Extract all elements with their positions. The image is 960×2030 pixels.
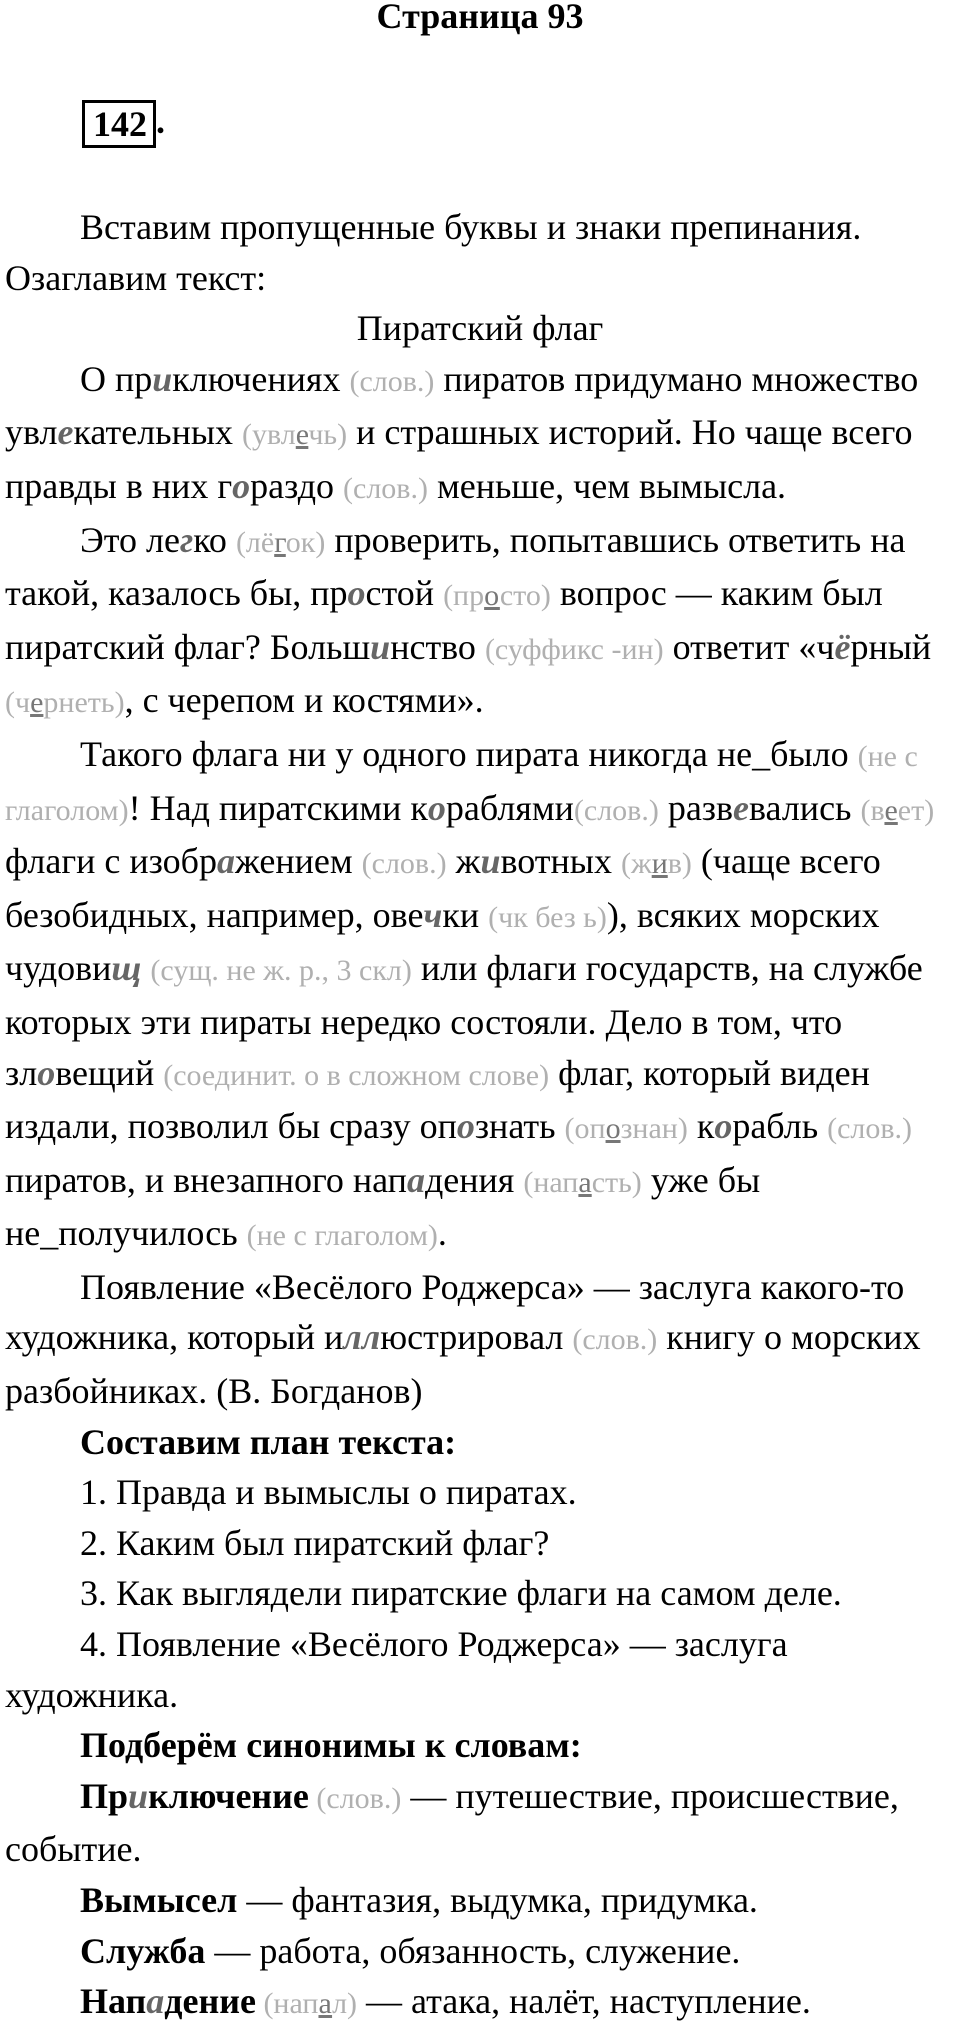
intro-paragraph: Вставим пропущенные буквы и знаки препинания. Озаглавим текст:	[5, 207, 862, 298]
rule-note: (слов.)	[827, 1112, 913, 1146]
text-fragment: или флаги государств, на службе которых эти пираты нередко состояли. Дело в том, что зл	[5, 948, 923, 1093]
inserted-letter: о	[347, 573, 366, 614]
inserted-letter: и	[370, 626, 391, 667]
rule-note: (слов.)	[349, 364, 435, 398]
rule-note: (чк без ь)	[488, 900, 607, 934]
rule-note: (не с глаголом)	[5, 739, 918, 827]
synonym-word: Служба	[80, 1930, 206, 1971]
rule-note: (веет)	[860, 793, 935, 827]
rule-note: (жив)	[620, 847, 692, 881]
inserted-letter: о	[232, 465, 251, 506]
rule-note: (соединит. о в сложном слове)	[163, 1058, 550, 1092]
synonym-list: — атака, налёт, наступление.	[357, 1981, 811, 2022]
text-fragment: ответит «ч	[663, 626, 835, 667]
text-fragment: к	[687, 1106, 715, 1147]
inserted-letter: и	[152, 358, 173, 399]
rule-note: (слов.)	[308, 1781, 402, 1815]
synonym-entry-2	[5, 1875, 955, 1926]
inserted-letter: ё	[834, 626, 851, 667]
rule-note: (напал)	[255, 1987, 358, 2021]
text-fragment: флаг, который виден издали, позволил бы сразу оп	[5, 1052, 870, 1147]
text-fragment: жением	[234, 841, 362, 882]
text-fragment: Появление «Весёлого Роджерса» — заслуга какого-то художника, который и	[5, 1266, 905, 1358]
inserted-letter: ч	[423, 894, 443, 935]
rule-note: (опознан)	[564, 1112, 688, 1146]
inserted-letter: о	[456, 1106, 475, 1147]
inserted-letter: а	[406, 1159, 425, 1200]
text-fragment: ко	[193, 519, 236, 560]
text-fragment: раздо	[250, 465, 344, 506]
text-fragment: ж	[446, 841, 481, 882]
text-fragment: вопрос — каким был пиратский флаг? Больш	[5, 573, 883, 667]
synonym-list: — фантазия, выдумка, придумка.	[237, 1880, 758, 1920]
plan-item-4: 4. Появление «Весёлого Роджерса» — заслуга художника.	[5, 1624, 788, 1715]
synonym-entry-4	[5, 1976, 955, 2030]
text-fragment: вотных	[500, 841, 621, 882]
text-fragment: рабль	[732, 1106, 828, 1147]
rule-note: (чернеть)	[5, 686, 125, 720]
rule-note: (слов.)	[573, 793, 659, 827]
text-fragment: , с черепом и костями».	[124, 680, 484, 721]
text-fragment: уже бы не_получилось	[5, 1159, 761, 1254]
text-fragment: дения	[424, 1159, 524, 1200]
text-fragment: ! Над пиратскими к	[128, 787, 428, 828]
inserted-letter: лл	[343, 1317, 381, 1358]
rule-note: (слов.)	[343, 471, 428, 505]
text-fragment: книгу о морских разбойниках. (В. Богданов)	[5, 1317, 921, 1412]
text-fragment: нство	[390, 626, 485, 667]
inserted-letter: о	[427, 787, 446, 828]
text-fragment: разв	[658, 787, 734, 828]
text-fragment: вещий	[55, 1052, 164, 1093]
synonym-entry-3	[5, 1926, 955, 1977]
text-fragment: Такого флага ни у одного пирата никогда не_было	[80, 733, 858, 774]
text-fragment: ), всяких морских чудови	[5, 894, 880, 989]
text-fragment: (чаще всего безобидных, например, ове	[5, 841, 881, 935]
text-fragment: стой	[365, 573, 444, 614]
inserted-letter: о	[37, 1052, 56, 1093]
text-fragment: раблями	[445, 787, 574, 828]
text-fragment: вались	[749, 787, 861, 828]
story-title: Пиратский флаг	[356, 308, 604, 349]
rule-note: (слов.)	[572, 1323, 658, 1357]
synonym-entry-1	[5, 1771, 955, 1875]
rule-note: (лёгок)	[235, 525, 326, 559]
text-fragment: и страшных историй. Но чаще всего правды в них г	[5, 412, 913, 506]
synonym-word: Вымысел	[80, 1880, 238, 1920]
task-number-dot: .	[156, 101, 165, 141]
inserted-letter: г	[179, 519, 194, 560]
story-paragraph-2	[5, 515, 955, 729]
story-paragraph-4	[5, 1262, 955, 1417]
synonyms-heading: Подберём синонимы к словам:	[80, 1725, 582, 1766]
plan-item-1: 1. Правда и вымыслы о пиратах.	[80, 1472, 577, 1513]
text-fragment: меньше, чем вымысла.	[427, 465, 787, 506]
rule-note: (слов.)	[361, 847, 447, 881]
inserted-letter: е	[57, 412, 74, 453]
text-fragment: знать	[474, 1106, 565, 1147]
text-fragment: юстрировал	[380, 1317, 573, 1358]
text-fragment: пиратов, и внезапного нап	[5, 1159, 407, 1200]
text-body	[5, 202, 955, 2030]
text-fragment: ки	[442, 894, 489, 935]
text-fragment: рный	[850, 626, 932, 667]
plan-heading: Составим план текста:	[80, 1421, 457, 1462]
synonym-list: — путешествие, происшествие, событие.	[5, 1775, 899, 1870]
synonym-word: Приключение	[80, 1775, 309, 1816]
text-fragment: .	[437, 1213, 447, 1254]
inserted-letter: о	[714, 1106, 733, 1147]
text-fragment: проверить, попытавшись ответить на такой, казалось бы, пр	[5, 519, 906, 614]
rule-note: (суффикс -ин)	[484, 632, 664, 666]
synonym-word: Нападение	[80, 1981, 256, 2022]
text-fragment: ключениях	[172, 358, 350, 399]
story-paragraph-1	[5, 354, 955, 515]
rule-note: (напасть)	[523, 1165, 642, 1199]
inserted-letter: а	[216, 841, 235, 882]
synonym-list: — работа, обязанность, служение.	[205, 1930, 741, 1971]
text-fragment: флаги с изобр	[5, 841, 217, 882]
text-fragment: О пр	[80, 358, 153, 399]
rule-note: (сущ. не ж. р., 3 скл)	[150, 954, 412, 988]
story-paragraph-3	[5, 729, 955, 1262]
text-fragment: кательных	[73, 412, 243, 453]
inserted-letter: е	[733, 787, 750, 828]
task-number-box: 142	[82, 100, 156, 148]
plan-item-2: 2. Каким был пиратский флаг?	[80, 1522, 550, 1563]
rule-note: (увлечь)	[242, 418, 348, 452]
rule-note: (не с глаголом)	[246, 1219, 438, 1253]
inserted-letter: щ	[111, 948, 142, 989]
inserted-letter: и	[480, 841, 501, 882]
page-title: Страница 93	[376, 0, 584, 36]
plan-item-3: 3. Как выглядели пиратские флаги на самом деле.	[80, 1573, 842, 1614]
rule-note: (просто)	[443, 579, 551, 613]
text-fragment: пиратов придумано множество увл	[5, 358, 919, 453]
text-fragment: Это ле	[80, 519, 180, 560]
